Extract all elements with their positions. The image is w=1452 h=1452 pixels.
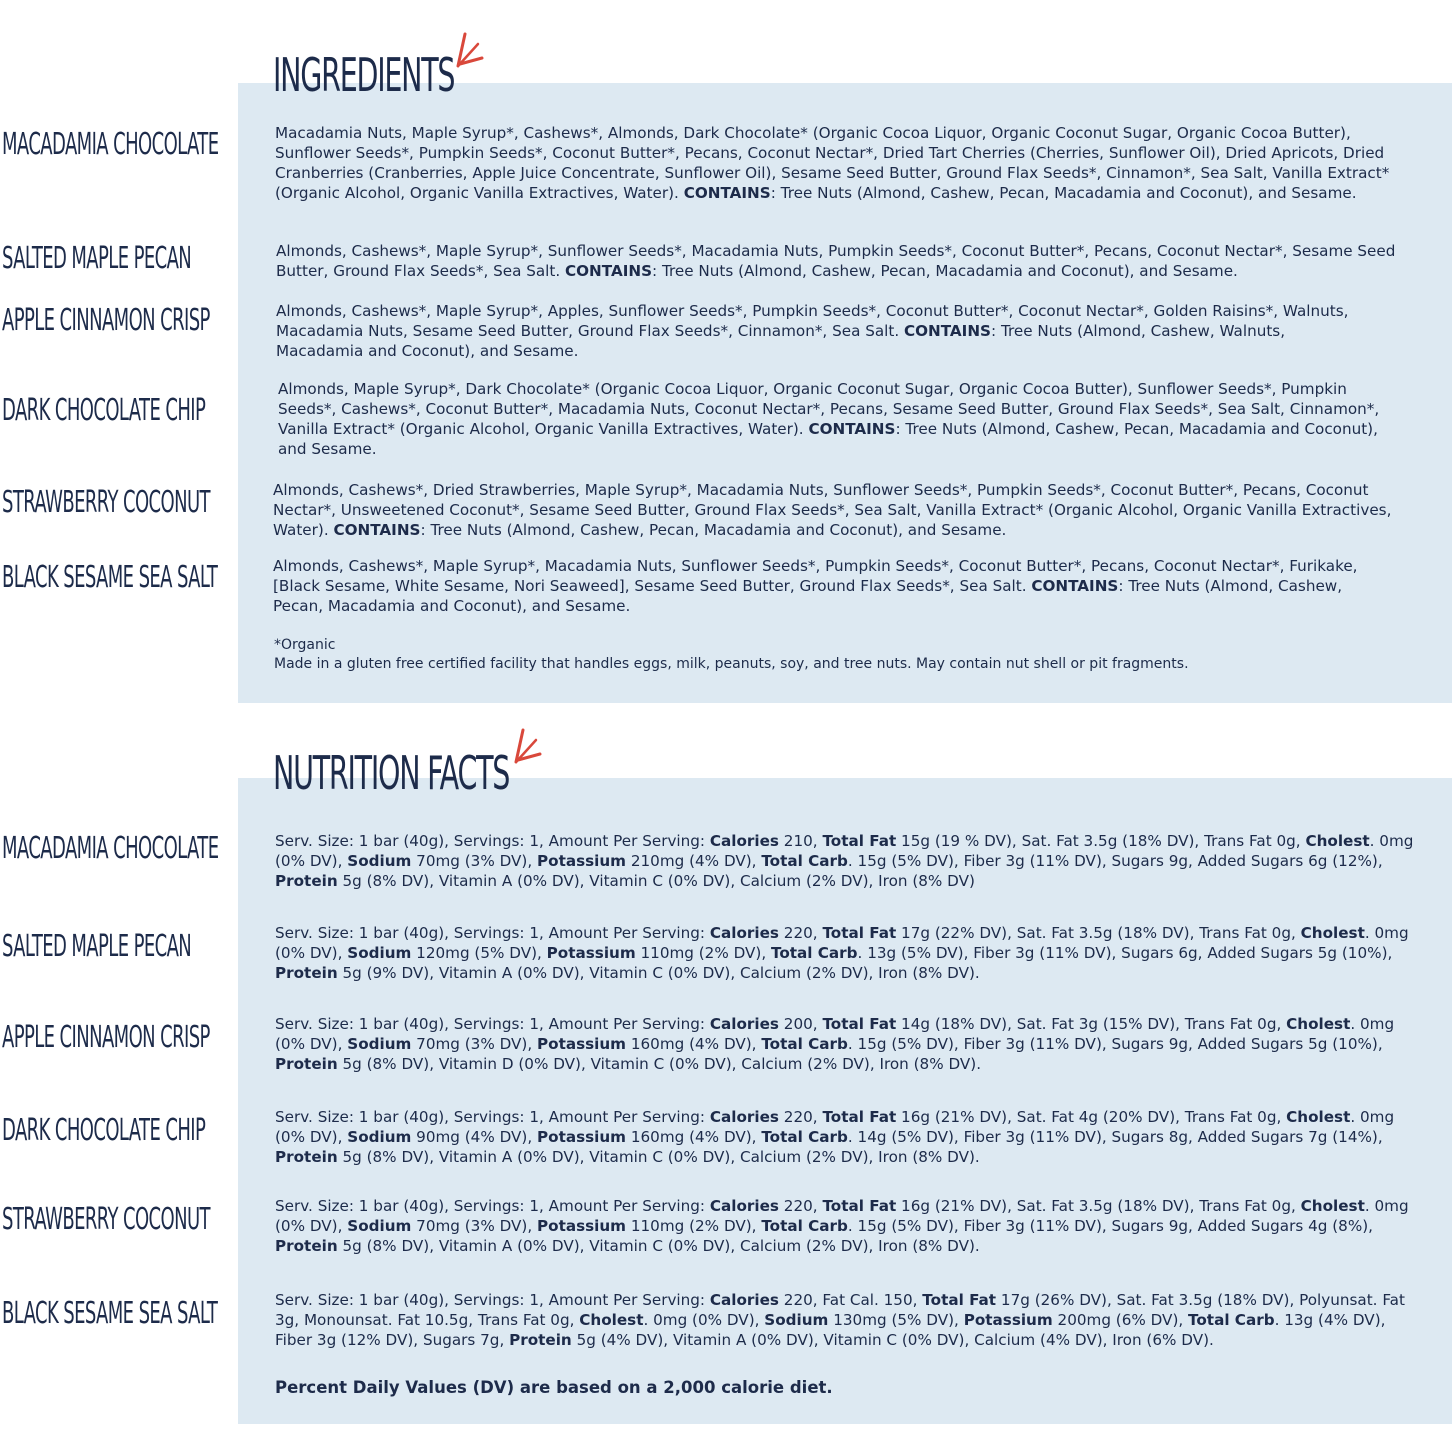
ingredients-title: INGREDIENTS [273, 48, 455, 102]
nutrition-label: BLACK SESAME SEA SALT [2, 1296, 218, 1331]
nutrient-term: Calories [709, 832, 779, 850]
nutrient-term: Protein [275, 1237, 338, 1255]
nutrient-value: . 0mg (0% DV), [275, 1108, 1395, 1146]
footnote [274, 636, 1424, 674]
nutrient-term: Calories [709, 1108, 779, 1126]
nutrient-value: 5g (8% DV), Vitamin A (0% DV), Vitamin C (0% DV), Calcium (2% DV), Iron (8% DV) [337, 872, 975, 890]
nutrient-value: 220, [778, 1197, 823, 1215]
nutrient-term: Potassium [537, 1035, 627, 1053]
nutrient-value: 17g (22% DV), Sat. Fat 3.5g (18% DV), Trans Fat 0g, [896, 924, 1301, 942]
ingredient-text: Almonds, Cashews*, Maple Syrup*, Apples, Sunflower Seeds*, Pumpkin Seeds*, Coconut Butter*, Coconut Nectar*, Golden Raisins*, Walnuts, Macadamia Nuts, Sesame Seed Butter, Ground Flax Seeds*, Cinnamon*, Sea Salt. CONTAINS: Tree Nuts (Almond, Cashew, Walnuts, Macadamia and Coconut), and Sesame. [276, 302, 1349, 360]
nutrient-value: 70mg (3% DV), [411, 1217, 538, 1235]
nutrient-term: Potassium [537, 1217, 627, 1235]
nutrient-value: . 14g (5% DV), Fiber 3g (11% DV), Sugars 8g, Added Sugars 7g (14%), [847, 1128, 1383, 1146]
ingredient-label: MACADAMIA CHOCOLATE [2, 127, 219, 162]
nutrient-term: Sodium [764, 1311, 829, 1329]
ingredient-label: APPLE CINNAMON CRISP [2, 303, 210, 338]
nutrient-value: . 15g (5% DV), Fiber 3g (11% DV), Sugars 9g, Added Sugars 6g (12%), [847, 852, 1383, 870]
ingredient-label: BLACK SESAME SEA SALT [2, 560, 218, 595]
nutrient-value: 110mg (2% DV), [626, 1217, 762, 1235]
nutrient-term: Calories [709, 1015, 779, 1033]
nutrient-term: Total Carb [1188, 1311, 1275, 1329]
nutrient-term: Calories [709, 1291, 779, 1309]
nutrient-term: Total Carb [761, 1217, 848, 1235]
nutrient-value: Serv. Size: 1 bar (40g), Servings: 1, Amount Per Serving: [275, 1015, 710, 1033]
nutrition-label: MACADAMIA CHOCOLATE [2, 831, 219, 866]
nutrient-value: 70mg (3% DV), [411, 852, 538, 870]
nutrition-label: SALTED MAPLE PECAN [2, 929, 192, 964]
nutrient-value: . 13g (5% DV), Fiber 3g (11% DV), Sugars 6g, Added Sugars 5g (10%), [857, 944, 1393, 962]
nutrient-value: 220, [778, 924, 823, 942]
nutrient-value: 160mg (4% DV), [626, 1035, 762, 1053]
nutrient-value: 15g (19 % DV), Sat. Fat 3.5g (18% DV), Trans Fat 0g, [896, 832, 1306, 850]
nutrient-value: 16g (21% DV), Sat. Fat 4g (20% DV), Trans Fat 0g, [896, 1108, 1287, 1126]
nutrient-value: . 0mg (0% DV), [275, 1015, 1395, 1053]
nutrient-value: . 0mg (0% DV), [275, 832, 1414, 870]
nutrient-term: Sodium [347, 1035, 412, 1053]
nutrient-term: Potassium [546, 944, 636, 962]
nutrient-term: Cholest [1286, 1015, 1351, 1033]
ingredient-label: STRAWBERRY COCONUT [2, 485, 210, 520]
ingredient-label: SALTED MAPLE PECAN [2, 241, 192, 276]
nutrient-term: Protein [275, 964, 338, 982]
nutrient-term: Sodium [347, 944, 412, 962]
nutrient-value: 14g (18% DV), Sat. Fat 3g (15% DV), Trans Fat 0g, [896, 1015, 1287, 1033]
nutrient-value: . 0mg (0% DV), [275, 924, 1409, 962]
nutrient-value: 220, Fat Cal. 150, [778, 1291, 923, 1309]
nutrition-title: NUTRITION FACTS [273, 746, 510, 800]
nutrient-term: Total Carb [771, 944, 858, 962]
nutrient-value: 160mg (4% DV), [626, 1128, 762, 1146]
nutrition-label: APPLE CINNAMON CRISP [2, 1020, 210, 1055]
nutrient-term: Total Fat [822, 832, 897, 850]
nutrient-term: Calories [709, 1197, 779, 1215]
nutrient-value: 16g (21% DV), Sat. Fat 3.5g (18% DV), Trans Fat 0g, [896, 1197, 1301, 1215]
nutrient-term: Sodium [347, 852, 412, 870]
nutrient-term: Total Fat [822, 1015, 897, 1033]
nutrient-value: Serv. Size: 1 bar (40g), Servings: 1, Amount Per Serving: [275, 924, 710, 942]
nutrient-value: Serv. Size: 1 bar (40g), Servings: 1, Amount Per Serving: [275, 1291, 710, 1309]
nutrient-value: 130mg (5% DV), [828, 1311, 964, 1329]
nutrient-term: Cholest [1300, 1197, 1365, 1215]
nutrient-term: Sodium [347, 1217, 412, 1235]
spark-icon [452, 30, 488, 74]
facility-note: Made in a gluten free certified facility that handles eggs, milk, peanuts, soy, and tree nuts. May contain nut shell or pit fragments. [274, 656, 1189, 672]
nutrition-text [275, 1107, 1415, 1167]
ingredient-text: Almonds, Maple Syrup*, Dark Chocolate* (Organic Cocoa Liquor, Organic Coconut Sugar, Organic Cocoa Butter), Sunflower Seeds*, Pumpkin Seeds*, Cashews*, Coconut Butter*, Macadamia Nuts, Coconut Nectar*, Pecans, Sesame Seed Butter, Ground Flax Seeds*, Sea Salt, Cinnamon*, Vanilla Extract* (Organic Alcohol, Organic Vanilla Extractives, Water). CONTAINS: Tree Nuts (Almond, Cashew, Pecan, Macadamia and Coconut), and Sesame. [278, 380, 1380, 458]
nutrition-label: DARK CHOCOLATE CHIP [2, 1113, 206, 1148]
nutrition-text [275, 1196, 1415, 1256]
nutrient-term: Total Fat [822, 1197, 897, 1215]
nutrient-term: Cholest [579, 1311, 644, 1329]
nutrient-value: 90mg (4% DV), [411, 1128, 538, 1146]
nutrient-term: Potassium [963, 1311, 1053, 1329]
ingredient-text: Almonds, Cashews*, Maple Syrup*, Macadamia Nuts, Sunflower Seeds*, Pumpkin Seeds*, Coconut Butter*, Pecans, Coconut Nectar*, Furikake, [Black Sesame, White Sesame, Nori Seaweed], Sesame Seed Butter, Ground Flax Seeds*, Sea Salt. CONTAINS: Tree Nuts (Almond, Cashew, Pecan, Macadamia and Coconut), and Sesame. [273, 557, 1358, 615]
nutrition-text [275, 923, 1415, 983]
nutrient-value: 5g (8% DV), Vitamin D (0% DV), Vitamin C (0% DV), Calcium (2% DV), Iron (8% DV). [337, 1055, 982, 1073]
nutrient-term: Protein [275, 872, 338, 890]
nutrient-term: Total Carb [761, 1035, 848, 1053]
ingredient-text: Almonds, Cashews*, Dried Strawberries, Maple Syrup*, Macadamia Nuts, Sunflower Seeds*, Pumpkin Seeds*, Coconut Butter*, Pecans, Coconut Nectar*, Unsweetened Coconut*, Sesame Seed Butter, Ground Flax Seeds*, Sea Salt, Vanilla Extract* (Organic Alcohol, Organic Vanilla Extractives, Water). CONTAINS: Tree Nuts (Almond, Cashew, Pecan, Macadamia and Coconut), and Sesame. [273, 481, 1392, 539]
nutrient-value: . 15g (5% DV), Fiber 3g (11% DV), Sugars 9g, Added Sugars 5g (10%), [847, 1035, 1383, 1053]
nutrient-value: 200mg (6% DV), [1052, 1311, 1189, 1329]
nutrient-term: Total Fat [822, 1108, 897, 1126]
nutrient-value: . 15g (5% DV), Fiber 3g (11% DV), Sugars 9g, Added Sugars 4g (8%), [847, 1217, 1373, 1235]
ingredient-label: DARK CHOCOLATE CHIP [2, 393, 206, 428]
nutrient-term: Total Carb [761, 1128, 848, 1146]
nutrient-term: Cholest [1286, 1108, 1351, 1126]
nutrient-value: 17g (26% DV), Sat. Fat 3.5g (18% DV), Polyunsat. Fat 3g, Monounsat. Fat 10.5g, Trans Fat 0g, [275, 1291, 1405, 1329]
nutrient-value: 210mg (4% DV), [626, 852, 762, 870]
nutrition-label: STRAWBERRY COCONUT [2, 1202, 210, 1237]
ingredient-text: Almonds, Cashews*, Maple Syrup*, Sunflower Seeds*, Macadamia Nuts, Pumpkin Seeds*, Coconut Butter*, Pecans, Coconut Nectar*, Sesame Seed Butter, Ground Flax Seeds*, Sea Salt. CONTAINS: Tree Nuts (Almond, Cashew, Pecan, Macadamia and Coconut), and Sesame. [276, 242, 1396, 280]
nutrient-term: Calories [709, 924, 779, 942]
nutrient-value: . 0mg (0% DV), [643, 1311, 765, 1329]
nutrient-term: Protein [275, 1055, 338, 1073]
nutrient-value: 5g (8% DV), Vitamin A (0% DV), Vitamin C (0% DV), Calcium (2% DV), Iron (8% DV). [337, 1237, 980, 1255]
nutrition-text [275, 831, 1415, 891]
nutrient-value: 5g (8% DV), Vitamin A (0% DV), Vitamin C (0% DV), Calcium (2% DV), Iron (8% DV). [337, 1148, 980, 1166]
nutrient-value: . 13g (4% DV), Fiber 3g (12% DV), Sugars 7g, [275, 1311, 1386, 1349]
nutrient-term: Protein [275, 1148, 338, 1166]
dv-note: Percent Daily Values (DV) are based on a 2,000 calorie diet. [275, 1378, 833, 1397]
nutrient-term: Total Fat [922, 1291, 997, 1309]
nutrient-term: Sodium [347, 1128, 412, 1146]
nutrient-term: Cholest [1305, 832, 1370, 850]
nutrient-value: 120mg (5% DV), [411, 944, 547, 962]
nutrient-term: Total Carb [761, 852, 848, 870]
nutrient-value: 220, [778, 1108, 823, 1126]
nutrient-value: 5g (4% DV), Vitamin A (0% DV), Vitamin C (0% DV), Calcium (4% DV), Iron (6% DV). [571, 1331, 1214, 1349]
nutrient-value: Serv. Size: 1 bar (40g), Servings: 1, Amount Per Serving: [275, 1108, 710, 1126]
nutrient-value: Serv. Size: 1 bar (40g), Servings: 1, Amount Per Serving: [275, 1197, 710, 1215]
nutrient-value: 200, [778, 1015, 823, 1033]
nutrition-text [275, 1014, 1415, 1074]
spark-icon [510, 726, 546, 770]
nutrient-term: Potassium [537, 852, 627, 870]
nutrient-value: 70mg (3% DV), [411, 1035, 538, 1053]
nutrient-value: Serv. Size: 1 bar (40g), Servings: 1, Amount Per Serving: [275, 832, 710, 850]
ingredient-text: Macadamia Nuts, Maple Syrup*, Cashews*, Almonds, Dark Chocolate* (Organic Cocoa Liquor, Organic Coconut Sugar, Organic Cocoa Butter), Sunflower Seeds*, Pumpkin Seeds*, Coconut Butter*, Pecans, Coconut Nectar*, Dried Tart Cherries (Cherries, Sunflower Oil), Dried Apricots, Dried Cranberries (Cranberries, Apple Juice Concentrate, Sunflower Oil), Sesame Seed Butter, Ground Flax Seeds*, Cinnamon*, Sea Salt, Vanilla Extract* (Organic Alcohol, Organic Vanilla Extractives, Water). CONTAINS: Tree Nuts (Almond, Cashew, Pecan, Macadamia and Coconut), and Sesame. [275, 124, 1390, 202]
nutrition-text [275, 1290, 1425, 1350]
nutrient-term: Cholest [1300, 924, 1365, 942]
organic-note: *Organic [274, 637, 336, 653]
nutrient-term: Potassium [537, 1128, 627, 1146]
nutrient-value: 5g (9% DV), Vitamin A (0% DV), Vitamin C (0% DV), Calcium (2% DV), Iron (8% DV). [337, 964, 980, 982]
nutrient-term: Protein [509, 1331, 572, 1349]
nutrient-value: 110mg (2% DV), [635, 944, 771, 962]
nutrient-term: Total Fat [822, 924, 897, 942]
nutrient-value: 210, [778, 832, 823, 850]
nutrient-value: . 0mg (0% DV), [275, 1197, 1409, 1235]
